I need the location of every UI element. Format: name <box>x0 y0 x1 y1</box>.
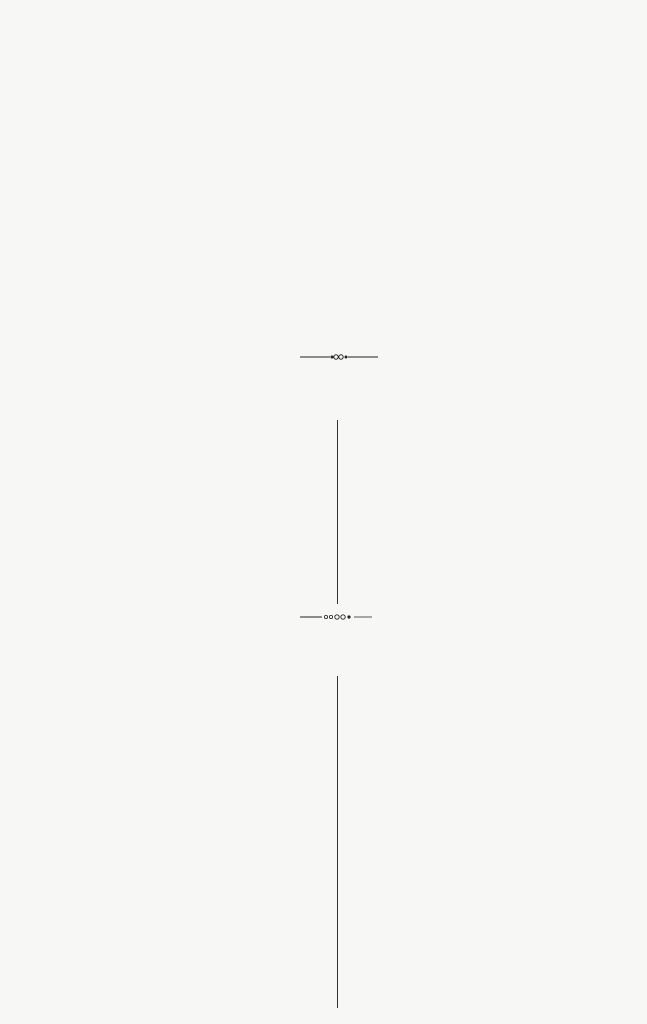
ornament-separator-2 <box>0 612 647 622</box>
ornament-separator-1 <box>0 352 647 362</box>
column-divider-416 <box>337 676 338 1008</box>
column-divider-415 <box>337 420 338 604</box>
page-number-header <box>0 16 647 36</box>
